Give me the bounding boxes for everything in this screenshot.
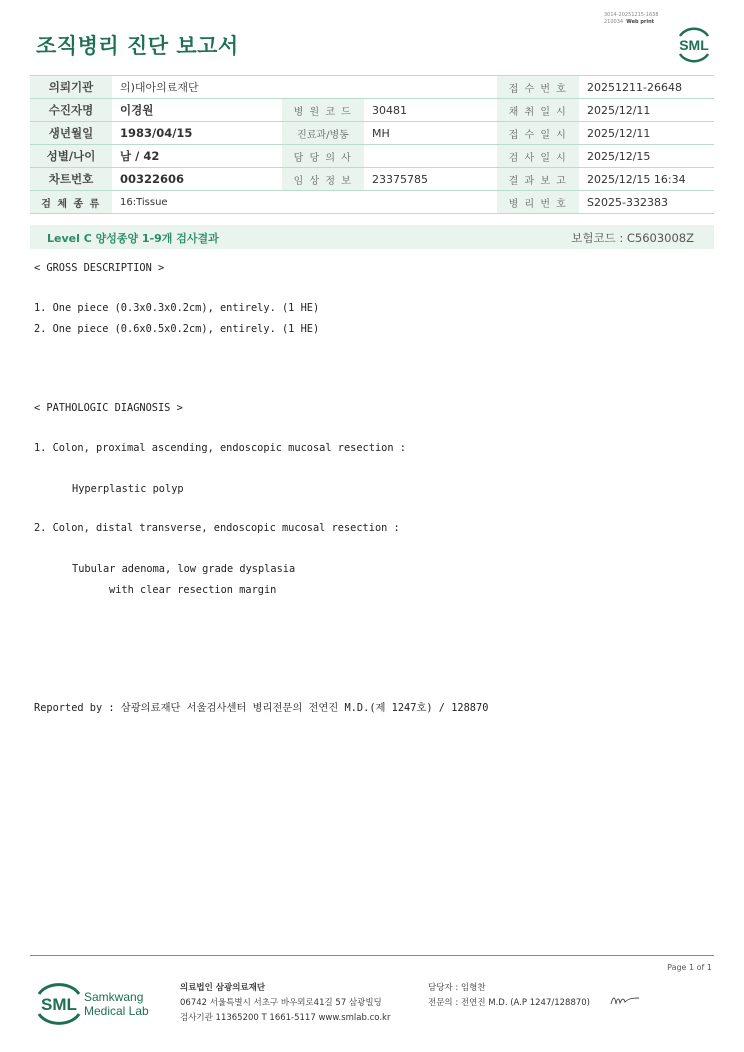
diagnosis-1-title: 1. Colon, proximal ascending, endoscopic mucosal resection : (34, 442, 406, 454)
value-pathology-no: S2025-332383 (579, 191, 714, 214)
print-meta (604, 12, 659, 26)
label-birth-date: 생년월일 (30, 122, 112, 145)
samkwang-logo-word1: Samkwang (84, 990, 144, 1004)
table-row (30, 76, 714, 99)
page-title: 조직병리 진단 보고서 (36, 34, 239, 58)
diagnosis-2-title: 2. Colon, distal transverse, endoscopic mucosal resection : (34, 522, 400, 534)
label-specimen-type: 검 체 종 류 (30, 191, 112, 214)
gross-item-1: 1. One piece (0.3x0.3x0.2cm), entirely. (1 HE) (34, 302, 320, 314)
patient-info-table (30, 75, 714, 214)
label-receipt-date: 접 수 일 시 (497, 122, 579, 145)
print-meta-line1: 3014-20251215-1638 (604, 12, 659, 18)
test-level-band (30, 225, 714, 249)
value-sex-age: 남 / 42 (112, 145, 282, 168)
label-patient-name: 수진자명 (30, 99, 112, 122)
label-test-date: 검 사 일 시 (497, 145, 579, 168)
table-row (30, 122, 714, 145)
label-receipt-no: 접 수 번 호 (497, 76, 579, 99)
gross-heading: < GROSS DESCRIPTION > (34, 262, 165, 274)
value-specimen-type: 16:Tissue (112, 191, 497, 214)
org-name: 의료법인 삼광의료재단 (180, 983, 266, 993)
print-meta-tag: Web print (626, 19, 655, 25)
reported-by: Reported by : 삼광의료재단 서울검사센터 병리전문의 전연진 M.D.(제 1247호) / 128870 (34, 702, 489, 714)
diagnosis-1-result: Hyperplastic polyp (72, 483, 184, 495)
staff-name: 임형찬 (460, 983, 486, 993)
value-receipt-date: 2025/12/11 (579, 122, 714, 145)
value-collection-date: 2025/12/11 (579, 99, 714, 122)
label-collection-date: 채 취 일 시 (497, 99, 579, 122)
value-birth-date: 1983/04/15 (112, 122, 282, 145)
table-row (30, 191, 714, 214)
specialist-label: 전문의 : (428, 998, 459, 1008)
label-chart-no: 차트번호 (30, 168, 112, 191)
staff-label: 담당자 : (428, 983, 459, 993)
samkwang-logo-sml: SML (41, 995, 77, 1014)
print-meta-code: 210034 (604, 19, 624, 25)
value-clinical-info: 23375785 (364, 168, 497, 191)
gross-item-2: 2. One piece (0.6x0.5x0.2cm), entirely. (1 HE) (34, 323, 320, 335)
label-doctor: 담 당 의 사 (282, 145, 364, 168)
value-result-report: 2025/12/15 16:34 (579, 168, 714, 191)
value-doctor (364, 145, 497, 168)
value-dept-ward: MH (364, 122, 497, 145)
samkwang-logo (36, 980, 166, 1028)
specialist-name: 전연진 M.D. (A.P 1247/128870) (460, 998, 590, 1008)
samkwang-logo-word2: Medical Lab (84, 1004, 149, 1018)
table-row (30, 99, 714, 122)
value-receipt-no: 20251211-26648 (579, 76, 714, 99)
org-contact: 검사기관 11365200 T 1661-5117 www.smlab.co.kr (180, 1013, 391, 1023)
sml-logo-text: SML (679, 37, 709, 53)
label-requesting-institution: 의뢰기관 (30, 76, 112, 99)
label-clinical-info: 임 상 정 보 (282, 168, 364, 191)
staff-info (428, 981, 590, 1011)
value-test-date: 2025/12/15 (579, 145, 714, 168)
diagnosis-2-note: with clear resection margin (109, 584, 277, 596)
test-level-label: Level C 양성종양 1-9개 검사결과 (47, 232, 219, 245)
diagnosis-heading: < PATHOLOGIC DIAGNOSIS > (34, 402, 183, 414)
value-requesting-institution: 의)대아의료재단 (112, 76, 497, 99)
signature (609, 992, 641, 1008)
footer-divider (30, 955, 714, 956)
org-info (180, 981, 390, 1026)
value-hospital-code: 30481 (364, 99, 497, 122)
label-dept-ward: 진료과/병동 (282, 122, 364, 145)
page-number: Page 1 of 1 (667, 963, 712, 972)
label-result-report: 결 과 보 고 (497, 168, 579, 191)
diagnosis-2-result: Tubular adenoma, low grade dysplasia (72, 563, 296, 575)
label-hospital-code: 병 원 코 드 (282, 99, 364, 122)
org-address: 06742 서울특별시 서초구 바우뫼로41길 57 삼광빌딩 (180, 998, 382, 1008)
value-chart-no: 00322606 (112, 168, 282, 191)
label-sex-age: 성별/나이 (30, 145, 112, 168)
sml-logo (674, 26, 714, 64)
value-patient-name: 이경원 (112, 99, 282, 122)
insurance-code: 보험코드 : C5603008Z (571, 231, 694, 245)
label-pathology-no: 병 리 번 호 (497, 191, 579, 214)
table-row (30, 145, 714, 168)
table-row (30, 168, 714, 191)
